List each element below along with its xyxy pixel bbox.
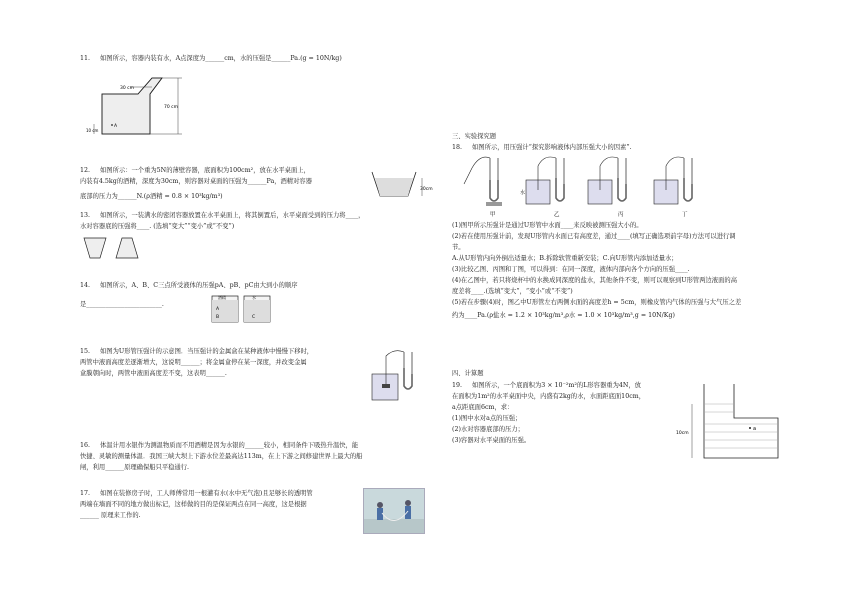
dim-30-label: 30 cm — [120, 86, 135, 91]
question-text: ______ 原理来工作的. — [80, 512, 141, 519]
question-text: 盒膜朝向时，两管中液面高度差不变，这表明______. — [80, 370, 227, 377]
question-text: 是________________________. — [80, 301, 164, 308]
beaker-label-water: 水 — [252, 295, 256, 300]
dim-label: 30cm — [420, 187, 433, 192]
question-13 — [80, 210, 440, 232]
q18-apparatus-figure — [460, 154, 720, 224]
figure-label-yi: 乙 — [554, 212, 560, 218]
question-text: 如图所示：一个重为5N的薄壁容器，底面积为100cm²，放在水平桌面上， — [100, 167, 310, 174]
question-text: 水对容器底的压强将____. (选填“变大”“变小”或“不变”) — [80, 223, 235, 230]
subquestion-5a: (5)若在步骤(4)时，图乙中U形管左右两侧水面的高度差h = 5cm，则橡皮管内气体的压强与大气压之差 — [452, 299, 742, 306]
point-b-label: B — [216, 315, 220, 320]
question-text: 如图在装修房子时，工人师傅常用一根灌有水(水中无气泡)且足够长的透明管 — [100, 490, 313, 497]
question-text: 内装有4.5kg的酒精，深度为30cm，则容器对桌面的压强为______Pa，酒精对容器 — [80, 178, 312, 185]
dim-70-label: 70 cm — [164, 105, 179, 110]
q12-vessel-figure — [368, 168, 438, 204]
point-a-label: A — [114, 124, 118, 129]
beaker-label-alcohol: 酒精 — [218, 295, 226, 300]
question-text: 两端在墙面不同的地方做出标记，这样做的目的是保证两点在同一高度，这是根据 — [80, 501, 307, 508]
subquestion-4a: (4)在乙图中，若只将烧杯中的水换成同深度的盐水，其他条件不变，则可以观察到U形管两边液面的高 — [452, 277, 737, 284]
apparatus-jia — [464, 157, 502, 206]
subquestion-1: (1)图中水对a点的压强； — [452, 415, 522, 422]
liquid-label-water: 水 — [520, 190, 526, 196]
question-text: 如图所示，用压强计“探究影响液体内部压强大小的因素”. — [472, 144, 632, 151]
question-text: 两管中液面高度差逐渐增大，这说明______；将金属盒停在某一深度，并改变金属 — [80, 359, 307, 366]
question-11 — [80, 53, 440, 64]
question-text: 快捷、灵敏的测量体温．我国三峡大坝上下游水位差最高达113m，在上下游之间修建世界上最大的船 — [80, 453, 363, 460]
subquestion-5b: 约为____Pa.(ρ盐水 = 1.2 × 10³kg/m³,ρ水 = 1.0 × 10³kg/m³,g = 10N/Kg) — [452, 312, 675, 319]
question-number: 19. — [452, 382, 463, 389]
figure-label-bing: 丙 — [618, 212, 624, 218]
question-text: 体温计用水银作为测温物质而不用酒精是因为水银的______较小，相同条件下吸热升温快，能 — [100, 442, 359, 449]
question-text: 底部的压力为______N.(ρ酒精 = 0.8 × 10³kg/m³) — [80, 193, 223, 200]
question-number: 18. — [452, 144, 463, 151]
question-text: 如图所示，一装满水的密闭容器放置在水平桌面上，将其倒置后，水平桌面受到的压力将____， — [100, 212, 365, 219]
question-number: 13. — [80, 212, 91, 219]
q11-container-figure — [86, 72, 200, 146]
figure-label-jia: 甲 — [490, 212, 496, 218]
question-18-subparts — [452, 220, 812, 321]
question-number: 11. — [80, 55, 91, 62]
q17-workers-photo — [363, 488, 425, 534]
subquestion-3: (3)比较乙图、丙图和丁图，可以得到：在同一深度，液体内部向各个方向的压强____. — [452, 266, 690, 273]
question-text: 闸，利用______原理确保船只平稳通行. — [80, 464, 190, 471]
subquestion-1: (1)图甲所示压强计是通过U形管中水面____来反映被测压强大小的。 — [452, 222, 643, 229]
question-number: 14. — [80, 282, 91, 289]
question-text: 如图所示，A、B、C三点所受液体的压强pA、pB、pC由大到小的顺序 — [100, 282, 298, 289]
subquestion-3: (3)容器对水平桌面的压强。 — [452, 437, 531, 444]
question-text: 如图为U形管压强计的示意图．当压强计的金属盒在某种液体中慢慢下移时， — [100, 348, 314, 355]
left-column — [80, 0, 440, 608]
subquestion-2: (2)水对容器底部的压力； — [452, 426, 524, 433]
figure-label-ding: 丁 — [682, 212, 688, 218]
q13-containers-figure — [82, 236, 142, 266]
subquestion-2-options: A.从U形管内向外倒出适量水；B.拆除软管重新安装；C.向U形管内添加适量水； — [452, 255, 678, 262]
point-c-label: C — [252, 315, 256, 320]
question-16 — [80, 440, 440, 473]
apparatus-yi — [526, 157, 564, 204]
section-heading-calculation: 四、计算题 — [452, 370, 484, 377]
apparatus-bing — [588, 157, 626, 204]
section-heading-experiment: 三、实验探究题 — [452, 133, 497, 140]
question-text: a点距底面6cm，求： — [452, 404, 514, 411]
dim-label: 10cm — [676, 431, 689, 436]
question-text: 如图所示，容器内装有水，A点深度为______cm，水的压强是______Pa.(g = 10N/kg) — [100, 55, 342, 62]
question-text: 如图所示，一个底面积为3 × 10⁻²m²的L形容器重为4N，放 — [472, 382, 641, 389]
question-number: 16. — [80, 442, 91, 449]
question-number: 17. — [80, 490, 91, 497]
subquestion-4b: 度差将____.(选填“变大”，“变小”或“不变”) — [452, 288, 573, 295]
q15-u-tube-figure — [366, 346, 426, 406]
question-text: 在面积为1m²的水平桌面中央，内盛有2kg的水，水面距底面10cm， — [452, 393, 645, 400]
point-a-label: A — [216, 307, 220, 312]
apparatus-ding — [654, 157, 692, 204]
q14-beakers-figure — [208, 290, 278, 330]
dim-10-label: 10 cm — [86, 128, 99, 133]
right-column — [452, 0, 792, 608]
question-number: 15. — [80, 348, 91, 355]
subquestion-2a: (2)若在使用压强计前，发现U形管内水面已有高度差，通过____(填写正确选项前字母)方法可以进行调 — [452, 233, 736, 240]
question-number: 12. — [80, 167, 91, 174]
subquestion-2b: 节。 — [452, 244, 465, 251]
q19-l-container-figure — [676, 380, 782, 470]
point-a-label: a — [753, 426, 757, 432]
question-18 — [452, 142, 812, 153]
